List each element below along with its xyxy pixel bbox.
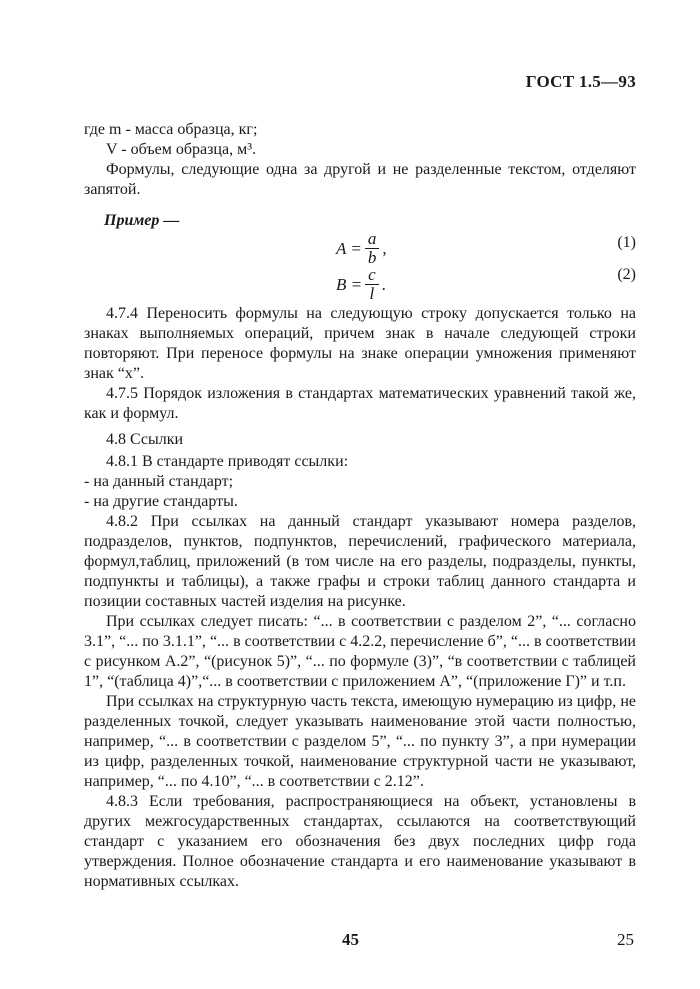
paragraph-4-8-2-examples: При ссылках следует писать: “... в соответствии с разделом 2”, “... согласно 3.1”, “... по 3.1.1”, “... в соответствии с 4.2.2, перечисление б”, “... в соответствии с рисунком А.2”, “(рисунок 5)”, “... по формуле (3)”, “в соответствии с таблицей 1”, “(таблица 4)”,“... в соответствии с приложением А”, “(приложение Г)” и т.п. [84, 613, 636, 690]
paragraph-4-7-4: 4.7.4 Переносить формулы на следующую строку допускается только на знаках выполняемых операций, причем знак в начале следующей строки повторяют. При переносе формулы на знаке операции умножения применяют знак “х”. [84, 305, 636, 382]
formula-1 [336, 230, 387, 267]
paragraph-4-8-3: 4.8.3 Если требования, распространяющиеся на объект, установлены в других межгосударственных стандартах, ссылаются на соответствующий стандарт с указанием его обозначения без двух последних цифр года утверждения. Полное обозначение стандарта и его наименование указывают в нормативных ссылках. [84, 793, 636, 890]
section-heading-4-8: 4.8 Ссылки [106, 431, 184, 448]
formula-2-denominator: l [369, 284, 375, 303]
page-number-right: 25 [617, 930, 634, 949]
definition-m: где m - масса образца, кг; [84, 121, 258, 138]
formula-2 [336, 266, 386, 303]
formula-1-lhs: A = [336, 238, 362, 258]
paragraph-formulas-comma: Формулы, следующие одна за другой и не разделенные текстом, отделяют запятой. [84, 161, 636, 198]
section-4-8-block [84, 430, 636, 892]
definition-v: V - объем образца, м³. [106, 141, 256, 158]
formula-1-number: (1) [617, 234, 636, 251]
formula-1-tail: , [382, 238, 387, 258]
formula-1-denominator: b [367, 248, 377, 267]
intro-block [84, 120, 636, 200]
list-item-other-standards: - на другие стандарты. [84, 493, 238, 510]
formula-1-fraction [365, 230, 380, 267]
document-header: ГОСТ 1.5—93 [525, 72, 636, 91]
paragraph-4-8-2-structural: При ссылках на структурную часть текста, имеющую нумерацию из цифр, не разделенных точкой, следует указывать наименование этой части полностью, например, “... в соответствии с разделом 5”, “... по пункту 3”, а при нумерации из цифр, разделенных точкой, наименование структурной части не указывают, например, “... по 4.10”, “... в соответствии с 2.12”. [84, 693, 636, 790]
example-label: Пример — [104, 212, 180, 229]
paragraph-4-8-1: 4.8.1 В стандарте приводят ссылки: [106, 453, 349, 470]
section-4-7-block [84, 304, 636, 424]
page-number-center: 45 [342, 930, 359, 949]
list-item-this-standard: - на данный стандарт; [84, 473, 234, 490]
paragraph-4-7-5: 4.7.5 Порядок изложения в стандартах математических уравнений такой же, как и формул. [84, 385, 636, 422]
paragraph-4-8-2: 4.8.2 При ссылках на данный стандарт указывают номера разделов, подразделов, пунктов, подпунктов, перечислений, графического материала, формул,таблиц, приложений (в том числе на его разделы, подразделы, пункты, подпункты и таблицы), а также графы и строки таблиц данного стандарта и позиции составных частей изделия на рисунке. [84, 513, 636, 610]
formula-2-number: (2) [617, 266, 636, 283]
formula-2-lhs: B = [336, 274, 363, 294]
formula-2-numerator: c [365, 266, 379, 285]
formula-2-tail: . [381, 274, 386, 294]
formula-1-numerator: a [365, 230, 380, 249]
formula-2-fraction [365, 266, 379, 303]
